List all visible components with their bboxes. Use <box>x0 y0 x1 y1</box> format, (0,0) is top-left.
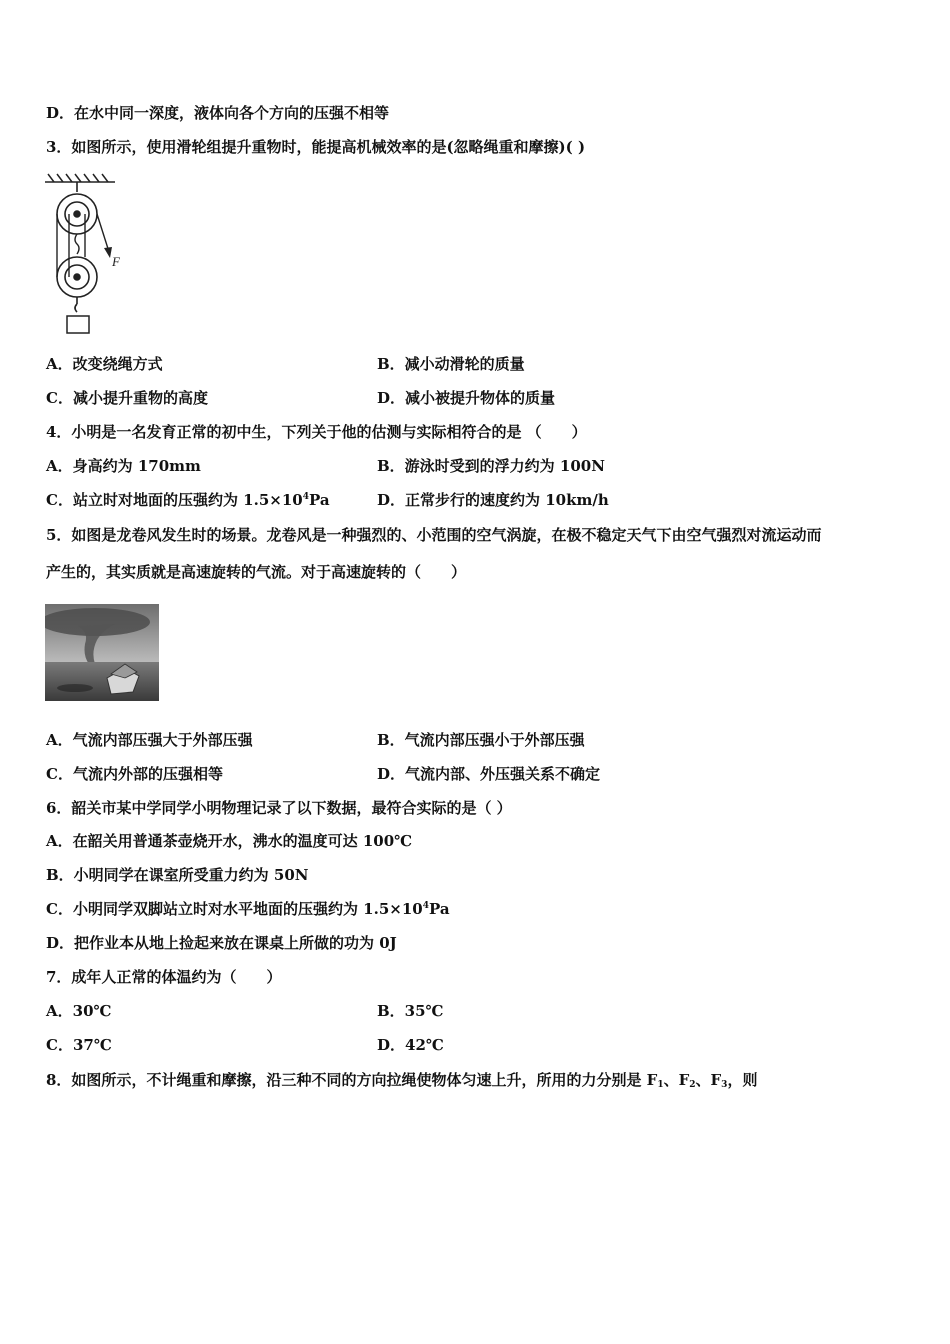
fixed-pulley <box>57 182 97 234</box>
q4-option-a: A．身高约为 170mm <box>46 457 201 475</box>
q7-option-a: A．30℃ <box>46 1002 112 1020</box>
q4-exponent: 4 <box>302 492 309 502</box>
q8-stem-text: 8．如图所示，不计绳重和摩擦，沿三种不同的方向拉绳使物体匀速上升，所用的力分别是 F <box>46 1071 658 1089</box>
q6-stem: 6．韶关市某中学同学小明物理记录了以下数据，最符合实际的是（ ） <box>46 799 512 817</box>
q7-option-b: B．35℃ <box>377 1002 444 1020</box>
q8-sep2: 、F <box>695 1071 722 1089</box>
q4-stem: 4．小明是一名发育正常的初中生，下列关于他的估测与实际相符合的是 （ ） <box>46 423 587 441</box>
q7-option-c: C．37℃ <box>46 1036 112 1054</box>
q7-option-d: D．42℃ <box>377 1036 444 1054</box>
ceiling <box>45 174 115 182</box>
q2-option-d: D．在水中同一深度，液体向各个方向的压强不相等 <box>46 104 390 122</box>
q6-option-c <box>46 899 450 919</box>
q8-stem <box>46 1070 757 1090</box>
q4-option-c <box>46 490 330 510</box>
q6-option-d: D．把作业本从地上捡起来放在课桌上所做的功为 0J <box>46 934 397 952</box>
q5-stem-line2: 产生的，其实质就是高速旋转的气流。对于高速旋转的（ ） <box>46 563 467 581</box>
q5-stem-line1: 5．如图是龙卷风发生时的场景。龙卷风是一种强烈的、小范围的空气涡旋，在极不稳定天气下由空气强烈对流运动而 <box>46 526 822 544</box>
movable-pulley <box>57 257 97 312</box>
q8-sep1: 、F <box>663 1071 690 1089</box>
q4-option-d: D．正常步行的速度约为 10km/h <box>377 491 609 509</box>
q8-sub3: 3 <box>721 1080 728 1090</box>
ropes <box>57 214 85 277</box>
q5-option-c: C．气流内外部的压强相等 <box>46 765 223 783</box>
pulley-figure <box>40 170 130 338</box>
q6-option-b: B．小明同学在课室所受重力约为 50N <box>46 866 309 884</box>
q4-option-b: B．游泳时受到的浮力约为 100N <box>377 457 605 475</box>
q6-option-c-text: C．小明同学双脚站立时对水平地面的压强约为 1.5×10 <box>46 900 423 918</box>
q8-sub1: 1 <box>657 1080 664 1090</box>
tornado-photo <box>45 604 159 701</box>
q8-sub2: 2 <box>689 1080 696 1090</box>
force-arrowhead <box>104 247 112 258</box>
q4-option-c-text: C．站立时对地面的压强约为 1.5×10 <box>46 491 303 509</box>
q3-option-d: D．减小被提升物体的质量 <box>377 389 556 407</box>
q3-option-a: A．改变绕绳方式 <box>46 355 163 373</box>
q5-option-b: B．气流内部压强小于外部压强 <box>377 731 585 749</box>
q5-option-d: D．气流内部、外压强关系不确定 <box>377 765 601 783</box>
q6-option-a: A．在韶关用普通茶壶烧开水，沸水的温度可达 100℃ <box>46 832 413 850</box>
q4-option-c-unit: Pa <box>308 491 330 509</box>
q6-option-c-unit: Pa <box>428 900 450 918</box>
q3-option-b: B．减小动滑轮的质量 <box>377 355 525 373</box>
load-block <box>67 316 89 333</box>
q7-stem: 7．成年人正常的体温约为（ ） <box>46 968 282 986</box>
q6-exponent: 4 <box>422 901 429 911</box>
q3-stem: 3．如图所示，使用滑轮组提升重物时，能提高机械效率的是(忽略绳重和摩擦)( ) <box>46 138 586 156</box>
q8-stem-end: ，则 <box>727 1071 758 1089</box>
q3-option-c: C．减小提升重物的高度 <box>46 389 208 407</box>
force-label: F <box>112 254 120 269</box>
q5-option-a: A．气流内部压强大于外部压强 <box>46 731 253 749</box>
